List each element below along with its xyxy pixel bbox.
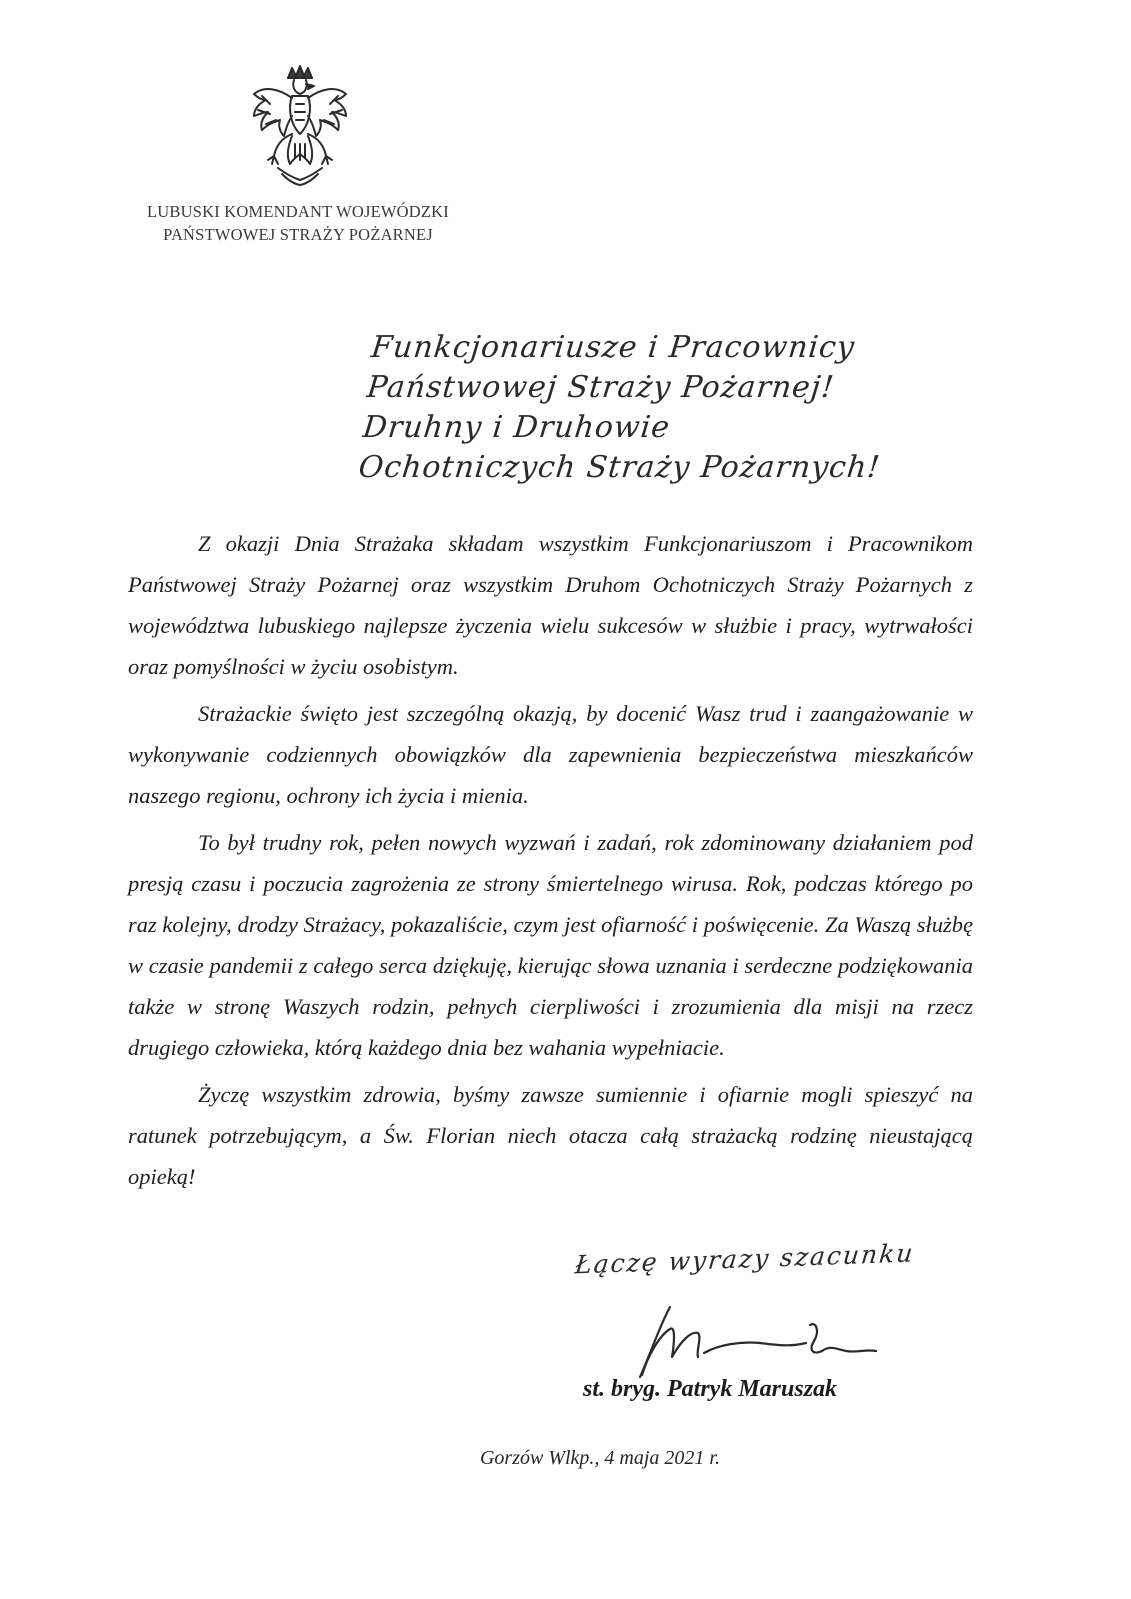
body-paragraph-1: Z okazji Dnia Strażaka składam wszystkim Funkcjonariuszom i Pracownikom Państwowej Straży Pożarnej oraz wszystkim Druhom Ochotniczych Straży Pożarnych z województwa lubuskiego najlepsze życzenia wielu sukcesów w służbie i pracy, wytrwałości oraz pomyślności w życiu osobistym. bbox=[128, 531, 973, 679]
body-paragraph-3: To był trudny rok, pełen nowych wyzwań i zadań, rok zdominowany działaniem pod presją czasu i poczucia zagrożenia ze strony śmiertelnego wirusa. Rok, podczas którego po raz kolejny, drodzy Strażacy, pokazaliście, czym jest ofiarność i poświęcenie. Za Waszą służbę w czasie pandemii z całego serca dziękuję, kierując słowa uznania i serdeczne podziękowania także w stronę Waszych rodzin, pełnych cierpliwości i zrozumienia dla misji na rzecz drugiego człowieka, którą każdego dnia bez wahania wypełniacie. bbox=[128, 830, 973, 1060]
place-and-date: Gorzów Wlkp., 4 maja 2021 r. bbox=[479, 1447, 720, 1469]
letter-body bbox=[128, 523, 973, 1203]
handwritten-regards: Łączę wyrazy szacunku bbox=[573, 1238, 916, 1280]
authority-line-1: LUBUSKI KOMENDANT WOJEWÓDZKI bbox=[147, 202, 449, 221]
greeting-line-2: Państwowej Straży Pożarnej! bbox=[365, 370, 837, 405]
authority-line-2: PAŃSTWOWEJ STRAŻY POŻARNEJ bbox=[163, 225, 433, 244]
greeting-line-3: Druhny i Druhowie bbox=[361, 410, 672, 445]
handwritten-greeting bbox=[357, 328, 974, 488]
greeting-line-4: Ochotniczych Straży Pożarnych! bbox=[356, 450, 883, 485]
issuing-authority bbox=[128, 200, 468, 246]
greeting-line-1: Funkcjonariusze i Pracownicy bbox=[369, 330, 857, 365]
body-paragraph-2: Strażackie święto jest szczególną okazją, by docenić Wasz trud i zaangażowanie w wykonywanie codziennych obowiązków dla zapewnienia bezpieczeństwa mieszkańców naszego regionu, ochrony ich życia i mienia. bbox=[128, 701, 973, 808]
signer-name: st. bryg. Patryk Maruszak bbox=[583, 1376, 838, 1402]
body-paragraph-4: Życzę wszystkim zdrowia, byśmy zawsze sumiennie i ofiarnie mogli spieszyć na ratunek potrzebującym, a Św. Florian niech otacza całą strażacką rodzinę nieustającą opieką! bbox=[128, 1082, 973, 1189]
signature-icon bbox=[600, 1295, 920, 1385]
eagle-emblem-icon bbox=[248, 64, 352, 188]
